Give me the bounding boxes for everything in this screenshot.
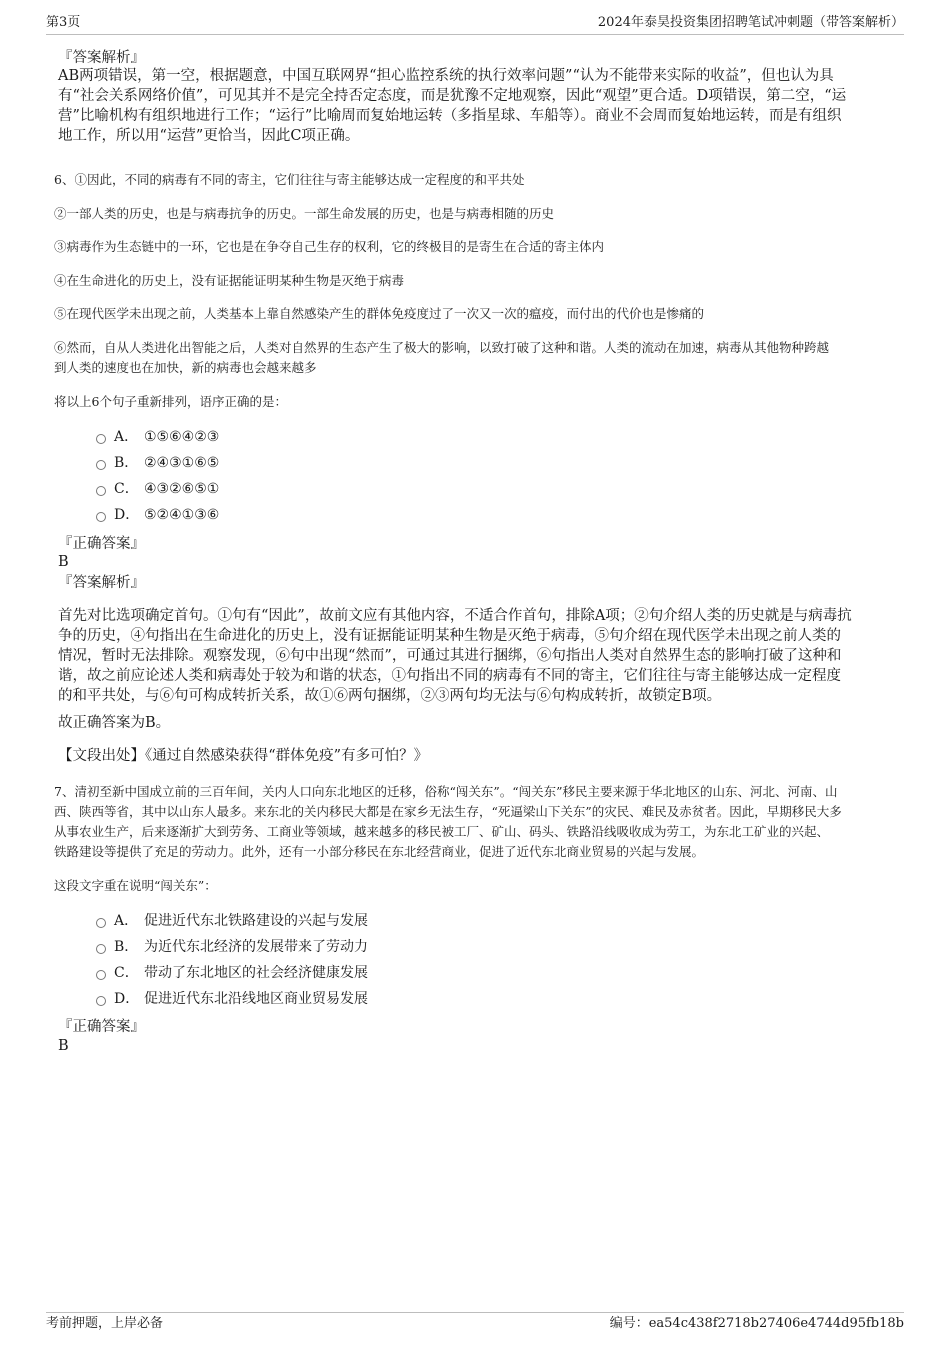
q6-sentence-4: ④在生命进化的历史上，没有证据能证明某种生物是灭绝于病毒 [54, 273, 405, 288]
q7-passage-line: 铁路建设等提供了充足的劳动力。此外，还有一小部分移民在东北经营商业，促进了近代东北商业贸易的兴起与发展。 [54, 844, 705, 859]
q6-sentence-5: ⑤在现代医学未出现之前，人类基本上靠自然感染产生的群体免疫度过了一次又一次的瘟疫，而付出的代价也是惨痛的 [54, 306, 705, 321]
q6-option-c[interactable]: C． ④③②⑥⑤① [96, 479, 219, 499]
document-id: 编号：ea54c438f2718b27406e4744d95fb18b [609, 1316, 904, 1331]
radio-icon[interactable] [96, 944, 106, 954]
radio-icon[interactable] [96, 460, 106, 470]
q6-conclusion: 故正确答案为B。 [58, 715, 171, 731]
q7-answer: B [58, 1038, 69, 1054]
q7-option-b[interactable]: B． 为近代东北经济的发展带来了劳动力 [96, 937, 368, 957]
radio-icon[interactable] [96, 512, 106, 522]
analysis-text [58, 66, 846, 146]
q6-sentence-2: ②一部人类的历史，也是与病毒抗争的历史。一部生命发展的历史，也是与病毒相随的历史 [54, 206, 555, 221]
q6-prompt: 将以上6个句子重新排列，语序正确的是： [54, 394, 287, 409]
analysis-line: 首先对比选项确定首句。①句有“因此”，故前文应有其他内容，不适合作首句，排除A项；②句介绍人类的历史就是与病毒抗 [58, 608, 852, 624]
q7-passage-line: 西、陕西等省，其中以山东人最多。来东北的关内移民大都是在家乡无法生存，“死逼梁山下关东”的灾民、难民及赤贫者。因此，早期移民大多 [54, 804, 842, 819]
q7-option-d[interactable]: D． 促进近代东北沿线地区商业贸易发展 [96, 989, 368, 1009]
q7-option-a[interactable]: A． 促进近代东北铁路建设的兴起与发展 [96, 911, 368, 931]
analysis-line: 争的历史，④句指出在生命进化的历史上，没有证据能证明某种生物是灭绝于病毒，⑤句介绍在现代医学未出现之前人类的 [58, 628, 841, 644]
q6-option-a[interactable]: A． ①⑤⑥④②③ [96, 427, 219, 447]
analysis-line: 的和平共处，与⑥句可构成转折关系，故①⑥两句捆绑，②③两句均无法与⑥句构成转折，故锁定B项。 [58, 688, 722, 704]
radio-icon[interactable] [96, 486, 106, 496]
analysis-line: 情况，暂时无法排除。观察发现，⑥句中出现“然而”，可通过其进行捆绑，⑥句指出人类对自然界生态的影响打破了这种和 [58, 648, 842, 664]
q6-sentence-6-line: 到人类的速度也在加快，新的病毒也会越来越多 [54, 360, 317, 375]
q7-passage [54, 782, 842, 862]
q7-passage-line: 从事农业生产，后来逐渐扩大到劳务、工商业等领域，越来越多的移民被工厂、矿山、码头、铁路沿线吸收成为劳工，为东北工矿业的兴起、 [54, 824, 830, 839]
q6-sentence-3: ③病毒作为生态链中的一环，它也是在争夺自己生存的权利，它的终极目的是寄生在合适的寄主体内 [54, 239, 605, 254]
q6-sentence-6 [54, 338, 829, 378]
q6-source: 【文段出处】《通过自然感染获得“群体免疫”有多可怕？》 [58, 748, 429, 764]
analysis-line: 营”比喻机构有组织地进行工作；“运行”比喻周而复始地运转（多指星球、车船等）。商业不会周而复始地运转，而是有组织 [58, 108, 842, 124]
analysis-line: 有“社会关系网络价值”，可见其并不是完全持否定态度，而是犹豫不定地观察，因此“观望”更合适。D项错误，第二空，“运 [58, 88, 847, 104]
q6-option-b[interactable]: B． ②④③①⑥⑤ [96, 453, 219, 473]
analysis-line: 谐，故之前应论述人类和病毒处于较为和谐的状态，①句指出不同的病毒有不同的寄主，它们往往与寄主能够达成一定程度 [58, 668, 841, 684]
radio-icon[interactable] [96, 996, 106, 1006]
radio-icon[interactable] [96, 434, 106, 444]
q6-option-d[interactable]: D． ⑤②④①③⑥ [96, 505, 219, 525]
q7-answer-label: 『正确答案』 [58, 1019, 145, 1035]
q7-passage-line: 7、清初至新中国成立前的三百年间，关内人口向东北地区的迁移，俗称“闯关东”。“闯关东”移民主要来源于华北地区的山东、河北、河南、山 [54, 784, 838, 799]
page-header [46, 14, 904, 35]
q6-analysis-text [58, 606, 852, 706]
q7-option-c[interactable]: C． 带动了东北地区的社会经济健康发展 [96, 963, 368, 983]
footer-slogan: 考前押题，上岸必备 [46, 1316, 164, 1331]
radio-icon[interactable] [96, 970, 106, 980]
analysis-line: AB两项错误，第一空，根据题意，中国互联网界“担心监控系统的执行效率问题”“认为不能带来实际的收益”，但也认为具 [58, 68, 834, 84]
page-number: 第3页 [46, 15, 81, 30]
q6-answer: B [58, 554, 69, 570]
q7-prompt: 这段文字重在说明“闯关东”： [54, 878, 217, 893]
page-footer [46, 1312, 904, 1337]
analysis-line: 地工作，所以用“运营”更恰当，因此C项正确。 [58, 128, 360, 144]
radio-icon[interactable] [96, 918, 106, 928]
q6-answer-label: 『正确答案』 [58, 536, 145, 552]
document-title: 2024年泰昊投资集团招聘笔试冲刺题（带答案解析） [597, 15, 904, 30]
q6-sentence-1: 6、①因此，不同的病毒有不同的寄主，它们往往与寄主能够达成一定程度的和平共处 [54, 172, 525, 187]
q6-analysis-label: 『答案解析』 [58, 575, 145, 591]
q6-sentence-6-line: ⑥然而，自从人类进化出智能之后，人类对自然界的生态产生了极大的影响，以致打破了这种和谐。人类的流动在加速，病毒从其他物种跨越 [54, 340, 830, 355]
analysis-label: 『答案解析』 [58, 50, 145, 66]
